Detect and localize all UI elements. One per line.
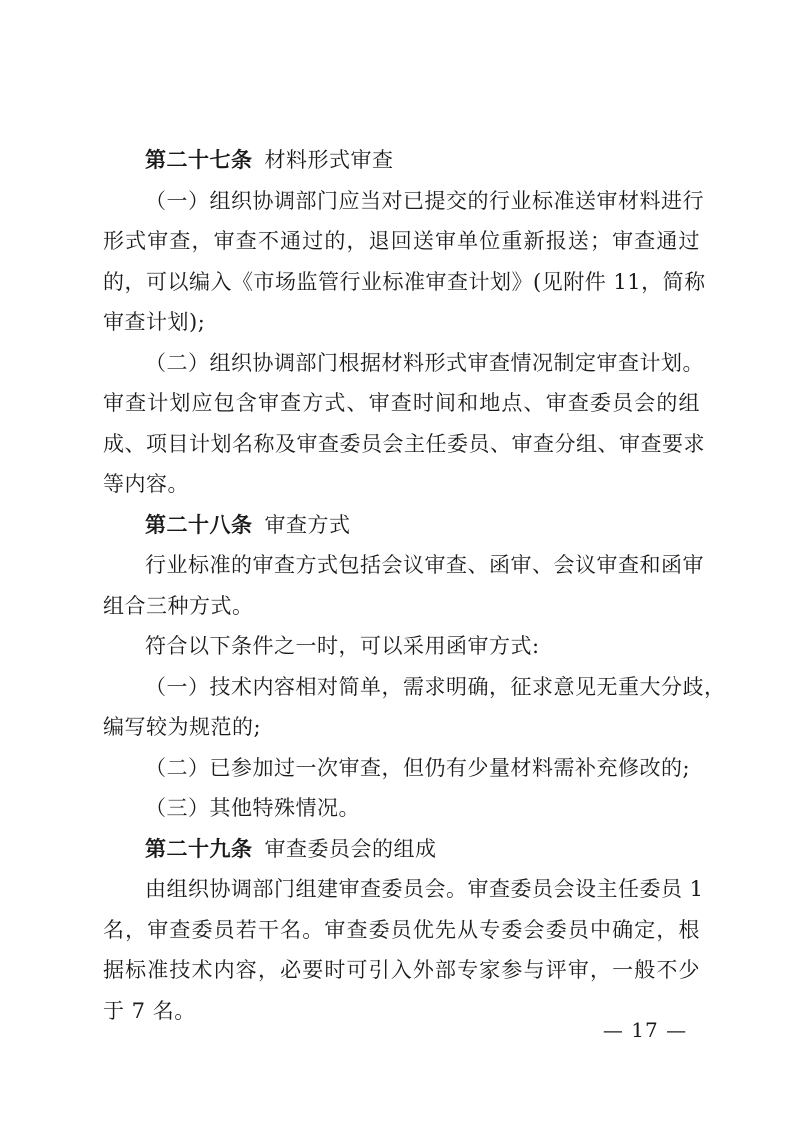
article-28-p5-line1: （三）其他特殊情况。 [145, 796, 360, 820]
article-29-heading-line [103, 829, 700, 870]
article-28-heading-line [103, 505, 700, 546]
article-27-p2-line3: 成、项目计划名称及审查委员会主任委员、审查分组、审查要求 [103, 431, 705, 456]
article-29-p1-line3: 据标准技术内容，必要时可引入外部专家参与评审，一般不少 [103, 958, 700, 982]
article-28-p3-line1: （一）技术内容相对简单，需求明确，征求意见无重大分歧， [145, 674, 726, 699]
article-27-p2-line4: 等内容。 [103, 472, 189, 496]
article-27-p2-line1: （二）组织协调部门根据材料形式审查情况制定审查计划。 [145, 350, 704, 375]
article-28-p4-line1: （二）已参加过一次审查，但仍有少量材料需补充修改的; [145, 755, 691, 780]
article-29-p1-line2: 名，审查委员若干名。审查委员优先从专委会委员中确定，根 [103, 917, 700, 942]
article-29-p1-line1: 由组织协调部门组建审查委员会。审查委员会设主任委员 1 [145, 877, 704, 901]
document-body [103, 140, 726, 1031]
article-28-p1-line1: 行业标准的审查方式包括会议审查、函审、会议审查和函审 [145, 553, 704, 577]
article-27-p1-line2: 形式审查，审查不通过的，退回送审单位重新报送；审查通过 [103, 229, 700, 253]
article-29-heading: 第二十九条 [145, 836, 253, 861]
article-28-heading: 第二十八条 [145, 512, 253, 537]
article-27-p1-line1: （一）组织协调部门应当对已提交的行业标准送审材料进行 [145, 188, 704, 213]
article-28-p1-line2: 组合三种方式。 [103, 593, 254, 618]
article-29-p1-line4: 于 7 名。 [103, 998, 196, 1023]
article-27-title: 材料形式审查 [264, 148, 394, 172]
article-27-heading: 第二十七条 [145, 148, 253, 172]
page-number: — 17 — [602, 1018, 688, 1042]
article-27-p1-line3: 的，可以编入《市场监管行业标准审查计划》(见附件 11，简称 [103, 269, 706, 294]
article-28-p2-line1: 符合以下条件之一时，可以采用函审方式: [145, 634, 540, 658]
article-29-title: 审查委员会的组成 [264, 836, 437, 861]
article-27-p2-line2: 审查计划应包含审查方式、审查时间和地点、审查委员会的组 [103, 391, 700, 415]
article-27-heading-line [103, 140, 700, 181]
article-28-title: 审查方式 [264, 512, 351, 537]
article-27-p1-line4: 审查计划); [103, 310, 206, 334]
article-28-p3-line2: 编写较为规范的; [103, 715, 262, 739]
